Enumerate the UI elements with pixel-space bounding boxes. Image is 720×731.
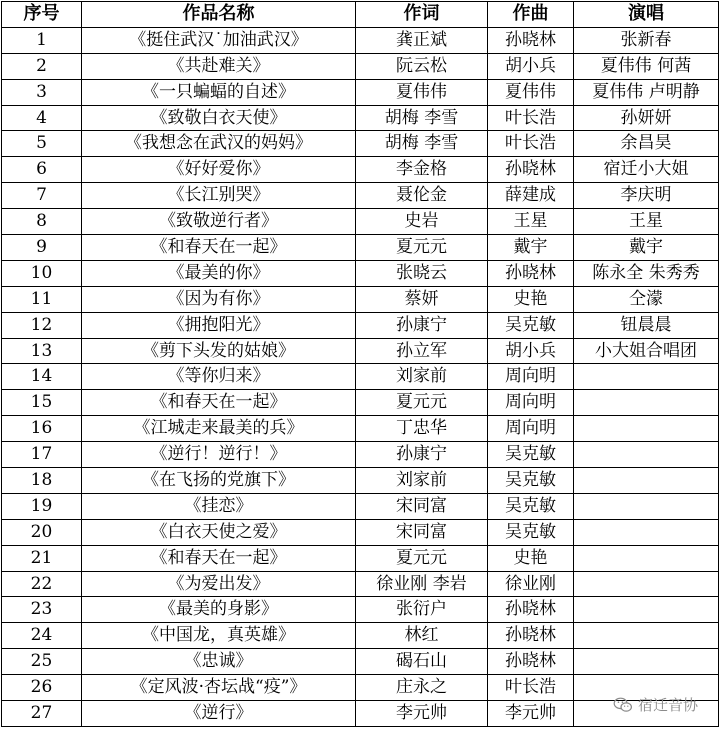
- cell-performer: [574, 545, 719, 571]
- cell-index: 6: [2, 157, 82, 183]
- cell-performer: 小大姐合唱团: [574, 338, 719, 364]
- cell-title: 《我想念在武汉的妈妈》: [82, 131, 356, 157]
- cell-title: 《共赴难关》: [82, 53, 356, 79]
- table-row: [2, 623, 719, 649]
- cell-lyricist: 龚正斌: [356, 27, 488, 53]
- table-row: [2, 209, 719, 235]
- cell-performer: [574, 442, 719, 468]
- cell-index: 12: [2, 312, 82, 338]
- cell-lyricist: 张晓云: [356, 260, 488, 286]
- cell-index: 10: [2, 260, 82, 286]
- cell-index: 27: [2, 701, 82, 727]
- cell-composer: 吴克敏: [488, 442, 574, 468]
- cell-lyricist: 宋同富: [356, 493, 488, 519]
- cell-lyricist: 胡梅 李雪: [356, 131, 488, 157]
- cell-title: 《和春天在一起》: [82, 390, 356, 416]
- table-row: [2, 416, 719, 442]
- header-index: 序号: [2, 2, 82, 28]
- cell-composer: 周向明: [488, 390, 574, 416]
- cell-index: 26: [2, 675, 82, 701]
- cell-composer: 孙晓林: [488, 157, 574, 183]
- cell-lyricist: 孙立军: [356, 338, 488, 364]
- cell-title: 《忠诚》: [82, 649, 356, 675]
- cell-index: 20: [2, 519, 82, 545]
- cell-lyricist: 蔡妍: [356, 286, 488, 312]
- cell-composer: 周向明: [488, 364, 574, 390]
- cell-composer: 吴克敏: [488, 519, 574, 545]
- table-row: [2, 701, 719, 727]
- cell-composer: 王星: [488, 209, 574, 235]
- cell-lyricist: 夏元元: [356, 235, 488, 261]
- cell-lyricist: 史岩: [356, 209, 488, 235]
- cell-performer: 宿迁小大姐: [574, 157, 719, 183]
- cell-lyricist: 碣石山: [356, 649, 488, 675]
- table-row: [2, 27, 719, 53]
- cell-performer: 仝濛: [574, 286, 719, 312]
- cell-lyricist: 孙康宁: [356, 312, 488, 338]
- cell-index: 22: [2, 571, 82, 597]
- cell-index: 24: [2, 623, 82, 649]
- cell-index: 1: [2, 27, 82, 53]
- table-row: [2, 286, 719, 312]
- cell-performer: [574, 468, 719, 494]
- cell-performer: [574, 519, 719, 545]
- cell-lyricist: 聂伦金: [356, 183, 488, 209]
- cell-index: 21: [2, 545, 82, 571]
- cell-title: 《在飞扬的党旗下》: [82, 468, 356, 494]
- cell-title: 《定风波·杏坛战“疫”》: [82, 675, 356, 701]
- cell-title: 《长江别哭》: [82, 183, 356, 209]
- cell-performer: [574, 493, 719, 519]
- cell-performer: [574, 416, 719, 442]
- table-row: [2, 442, 719, 468]
- cell-composer: 胡小兵: [488, 53, 574, 79]
- cell-title: 《为爱出发》: [82, 571, 356, 597]
- header-performer: 演唱: [574, 2, 719, 28]
- cell-title: 《等你归来》: [82, 364, 356, 390]
- cell-title: 《挂恋》: [82, 493, 356, 519]
- cell-lyricist: 李金格: [356, 157, 488, 183]
- table-row: [2, 79, 719, 105]
- cell-index: 16: [2, 416, 82, 442]
- cell-index: 9: [2, 235, 82, 261]
- table-row: [2, 571, 719, 597]
- cell-index: 8: [2, 209, 82, 235]
- cell-performer: 陈永全 朱秀秀: [574, 260, 719, 286]
- table-row: [2, 183, 719, 209]
- cell-performer: 张新春: [574, 27, 719, 53]
- cell-composer: 戴宇: [488, 235, 574, 261]
- cell-performer: [574, 675, 719, 701]
- cell-index: 2: [2, 53, 82, 79]
- header-lyricist: 作词: [356, 2, 488, 28]
- table-row: [2, 105, 719, 131]
- cell-composer: 徐业刚: [488, 571, 574, 597]
- cell-title: 《致敬逆行者》: [82, 209, 356, 235]
- cell-composer: 薛建成: [488, 183, 574, 209]
- cell-lyricist: 刘家前: [356, 364, 488, 390]
- cell-title: 《中国龙，真英雄》: [82, 623, 356, 649]
- cell-performer: 余昌昊: [574, 131, 719, 157]
- song-list-table: [1, 1, 719, 727]
- cell-index: 14: [2, 364, 82, 390]
- cell-composer: 孙晓林: [488, 260, 574, 286]
- cell-composer: 史艳: [488, 286, 574, 312]
- cell-performer: [574, 390, 719, 416]
- cell-lyricist: 徐业刚 李岩: [356, 571, 488, 597]
- cell-lyricist: 林红: [356, 623, 488, 649]
- cell-index: 23: [2, 597, 82, 623]
- cell-lyricist: 夏元元: [356, 390, 488, 416]
- cell-composer: 吴克敏: [488, 468, 574, 494]
- cell-composer: 吴克敏: [488, 493, 574, 519]
- cell-performer: [574, 623, 719, 649]
- cell-composer: 胡小兵: [488, 338, 574, 364]
- cell-performer: [574, 364, 719, 390]
- table-row: [2, 597, 719, 623]
- cell-title: 《最美的身影》: [82, 597, 356, 623]
- cell-performer: 戴宇: [574, 235, 719, 261]
- table-row: [2, 545, 719, 571]
- table-row: [2, 312, 719, 338]
- cell-index: 25: [2, 649, 82, 675]
- header-row: [2, 2, 719, 28]
- cell-lyricist: 庄永之: [356, 675, 488, 701]
- cell-composer: 孙晓林: [488, 597, 574, 623]
- table-row: [2, 364, 719, 390]
- table-row: [2, 235, 719, 261]
- table-row: [2, 519, 719, 545]
- cell-index: 5: [2, 131, 82, 157]
- cell-index: 15: [2, 390, 82, 416]
- table-row: [2, 131, 719, 157]
- table-row: [2, 157, 719, 183]
- table-row: [2, 260, 719, 286]
- cell-title: 《致敬白衣天使》: [82, 105, 356, 131]
- cell-title: 《和春天在一起》: [82, 545, 356, 571]
- cell-composer: 史艳: [488, 545, 574, 571]
- table-row: [2, 493, 719, 519]
- cell-composer: 叶长浩: [488, 675, 574, 701]
- cell-performer: [574, 701, 719, 727]
- table-row: [2, 338, 719, 364]
- table-row: [2, 53, 719, 79]
- watermark-text: 宿迁音协: [637, 696, 698, 714]
- cell-performer: 孙妍妍: [574, 105, 719, 131]
- cell-lyricist: 宋同富: [356, 519, 488, 545]
- cell-performer: 钮晨晨: [574, 312, 719, 338]
- cell-title: 《江城走来最美的兵》: [82, 416, 356, 442]
- cell-performer: [574, 571, 719, 597]
- cell-title: 《剪下头发的姑娘》: [82, 338, 356, 364]
- header-composer: 作曲: [488, 2, 574, 28]
- cell-title: 《挺住武汉˙加油武汉》: [82, 27, 356, 53]
- cell-title: 《和春天在一起》: [82, 235, 356, 261]
- cell-composer: 孙晓林: [488, 623, 574, 649]
- cell-composer: 孙晓林: [488, 649, 574, 675]
- table-row: [2, 468, 719, 494]
- cell-index: 3: [2, 79, 82, 105]
- cell-lyricist: 胡梅 李雪: [356, 105, 488, 131]
- cell-lyricist: 刘家前: [356, 468, 488, 494]
- cell-title: 《因为有你》: [82, 286, 356, 312]
- cell-performer: 夏伟伟 卢明静: [574, 79, 719, 105]
- cell-lyricist: 阮云松: [356, 53, 488, 79]
- table-row: [2, 390, 719, 416]
- cell-composer: 夏伟伟: [488, 79, 574, 105]
- cell-title: 《好好爱你》: [82, 157, 356, 183]
- table-row: [2, 649, 719, 675]
- cell-index: 13: [2, 338, 82, 364]
- cell-performer: [574, 597, 719, 623]
- cell-lyricist: 夏元元: [356, 545, 488, 571]
- cell-title: 《一只蝙蝠的自述》: [82, 79, 356, 105]
- cell-index: 19: [2, 493, 82, 519]
- cell-performer: 夏伟伟 何茜: [574, 53, 719, 79]
- cell-title: 《最美的你》: [82, 260, 356, 286]
- cell-performer: 李庆明: [574, 183, 719, 209]
- cell-title: 《白衣天使之爱》: [82, 519, 356, 545]
- cell-composer: 吴克敏: [488, 312, 574, 338]
- cell-index: 7: [2, 183, 82, 209]
- cell-composer: 周向明: [488, 416, 574, 442]
- cell-index: 18: [2, 468, 82, 494]
- cell-title: 《拥抱阳光》: [82, 312, 356, 338]
- table-body: [2, 27, 719, 726]
- cell-composer: 叶长浩: [488, 105, 574, 131]
- cell-lyricist: 李元帅: [356, 701, 488, 727]
- table-row: [2, 675, 719, 701]
- cell-lyricist: 张衍户: [356, 597, 488, 623]
- cell-lyricist: 夏伟伟: [356, 79, 488, 105]
- cell-title: 《逆行！逆行！》: [82, 442, 356, 468]
- cell-index: 4: [2, 105, 82, 131]
- cell-index: 11: [2, 286, 82, 312]
- cell-composer: 叶长浩: [488, 131, 574, 157]
- cell-index: 17: [2, 442, 82, 468]
- cell-composer: 孙晓林: [488, 27, 574, 53]
- cell-title: 《逆行》: [82, 701, 356, 727]
- cell-lyricist: 丁忠华: [356, 416, 488, 442]
- cell-lyricist: 孙康宁: [356, 442, 488, 468]
- cell-performer: 王星: [574, 209, 719, 235]
- cell-performer: [574, 649, 719, 675]
- header-title: 作品名称: [82, 2, 356, 28]
- cell-composer: 李元帅: [488, 701, 574, 727]
